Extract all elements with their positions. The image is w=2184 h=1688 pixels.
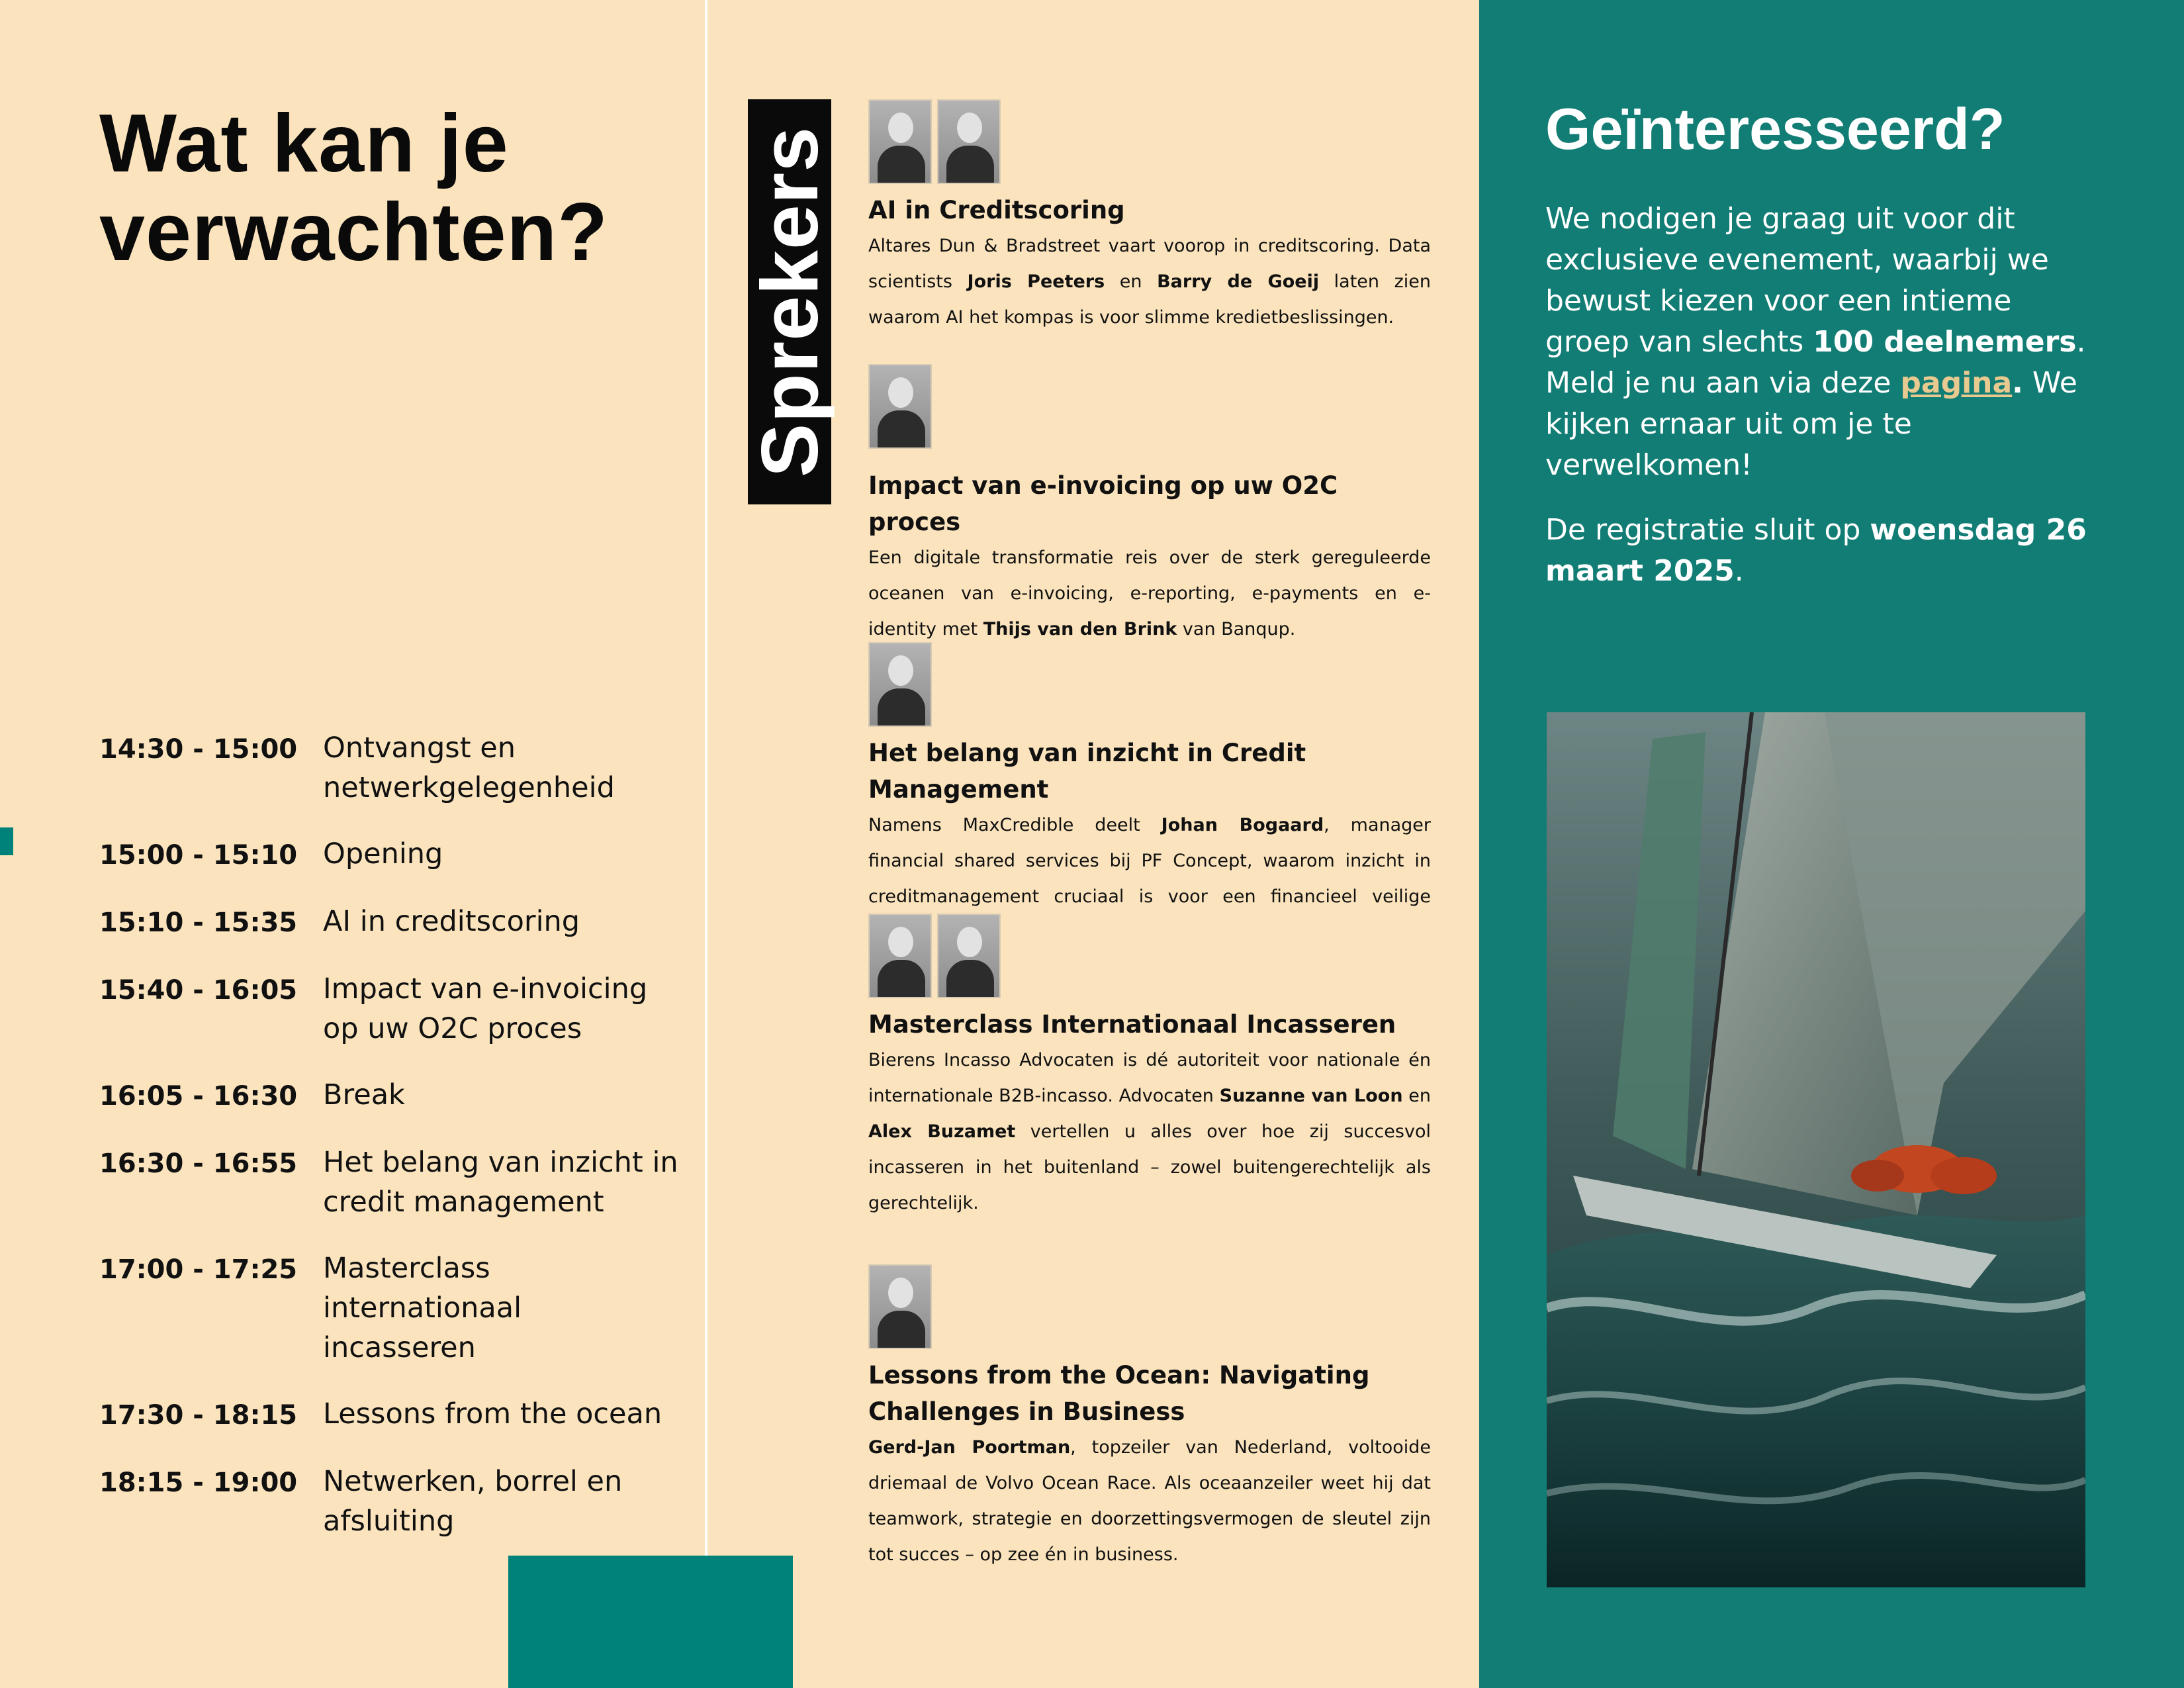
agenda-label: Lessons from the ocean (323, 1397, 662, 1430)
teal-decor-block (508, 1556, 793, 1688)
teal-edge-marker (0, 827, 13, 855)
agenda-row (99, 902, 682, 943)
speaker-photo (868, 99, 932, 184)
sprekers-heading-bar (745, 99, 835, 504)
agenda-label: Het belang van inzicht in credit management (323, 1146, 678, 1219)
speaker-description: Bierens Incasso Advocaten is dé autoriteit voor nationale én internationale B2B-incasso. Advocaten Suzanne van Loon en Alex Buzamet vertellen u alles over hoe zij succesvol incasseren in het buitenland – zowel buitengerechtelijk als gerechtelijk. (868, 1050, 1431, 1213)
speaker-photo (868, 642, 932, 727)
speaker-photos (868, 914, 1431, 998)
agenda-label: Break (323, 1078, 405, 1111)
speaker-block (868, 642, 1431, 951)
registration-title: Geïnteresseerd? (1545, 96, 2005, 162)
registration-page-link[interactable]: pagina (1900, 366, 2013, 400)
speaker-description: Gerd-Jan Poortman, topzeiler van Nederland, voltooide driemaal de Volvo Ocean Race. Als oceaanzeiler weet hij dat teamwork, strategie en doorzettingsvermogen de sleutel zijn tot succes – op zee én in business. (868, 1437, 1431, 1565)
agenda-label: Masterclass internationaal incasseren (323, 1252, 522, 1364)
registration-deadline: De registratie sluit op woensdag 26 maart 2025. (1545, 513, 2087, 588)
agenda-label: AI in creditscoring (323, 905, 580, 938)
agenda-row (99, 1248, 682, 1368)
page-title-line2: verwachten? (99, 187, 609, 278)
agenda-time: 15:10 - 15:35 (99, 908, 298, 938)
agenda (99, 728, 682, 1568)
speaker-description: Namens MaxCredible deelt Johan Bogaard, manager financial shared services bij PF Concept, waarom inzicht in creditmanagement cruciaal is voor een financieel veilige (868, 815, 1432, 907)
speaker-description: Een digitale transformatie reis over de sterk gereguleerde oceanen van e-invoicing, e-reporting, e-payments en e-identity met Thijs van den Brink van Banqup. (868, 547, 1431, 639)
agenda-label: Ontvangst en netwerkgelegenheid (323, 731, 615, 804)
speaker-block (868, 1264, 1431, 1573)
speaker-title: Impact van e-invoicing op uw O2C proces (868, 471, 1338, 536)
agenda-time: 17:30 - 18:15 (99, 1400, 298, 1430)
sailing-boat-photo (1547, 712, 2085, 1587)
speaker-photos (868, 1264, 1431, 1349)
agenda-time: 17:00 - 17:25 (99, 1254, 298, 1285)
registration-text (1545, 199, 2088, 616)
sailing-boat-illustration (1547, 712, 2085, 1587)
column-divider (705, 0, 707, 1556)
agenda-row (99, 1462, 682, 1541)
speaker-photo (937, 99, 1001, 184)
agenda-row (99, 1394, 682, 1435)
agenda-label: Opening (323, 837, 443, 870)
speaker-title: AI in Creditscoring (868, 196, 1125, 224)
speaker-block (868, 99, 1431, 336)
agenda-row (99, 1143, 682, 1222)
agenda-row (99, 728, 682, 808)
agenda-time: 15:00 - 15:10 (99, 840, 298, 870)
speaker-title: Masterclass Internationaal Incasseren (868, 1010, 1396, 1039)
registration-paragraph: We nodigen je graag uit voor dit exclusieve evenement, waarbij we bewust kiezen voor een intieme groep van slechts 100 deelnemers. Meld je nu aan via deze pagina. We kijken ernaar uit om je te verwelkomen! (1545, 202, 2086, 482)
speaker-photo (937, 914, 1001, 998)
speaker-photo (868, 914, 932, 998)
speaker-block (868, 364, 1431, 647)
agenda-row (99, 969, 682, 1049)
agenda-label: Netwerken, borrel en afsluiting (323, 1465, 623, 1538)
page-title (99, 99, 682, 277)
speaker-photos (868, 642, 1431, 727)
sprekers-heading: Sprekers (745, 126, 835, 478)
agenda-time: 14:30 - 15:00 (99, 734, 298, 765)
speaker-block (868, 914, 1431, 1221)
speaker-description: Altares Dun & Bradstreet vaart voorop in creditscoring. Data scientists Joris Peeters en Barry de Goeij laten zien waarom AI het kompas is voor slimme kredietbeslissingen. (868, 236, 1431, 328)
speaker-photos (868, 99, 1431, 184)
agenda-time: 16:30 - 16:55 (99, 1149, 298, 1179)
agenda-row (99, 1075, 682, 1116)
agenda-time: 15:40 - 16:05 (99, 975, 298, 1006)
agenda-row (99, 834, 682, 875)
agenda-time: 16:05 - 16:30 (99, 1081, 298, 1111)
speaker-photos (868, 364, 1431, 449)
speaker-title: Lessons from the Ocean: Navigating Challenges in Business (868, 1361, 1370, 1426)
agenda-time: 18:15 - 19:00 (99, 1468, 298, 1498)
speaker-photo (868, 364, 932, 449)
speaker-title: Het belang van inzicht in Credit Management (868, 739, 1306, 804)
page-title-line1: Wat kan je (99, 98, 509, 189)
agenda-label: Impact van e-invoicing op uw O2C proces (323, 972, 648, 1045)
speaker-photo (868, 1264, 932, 1349)
